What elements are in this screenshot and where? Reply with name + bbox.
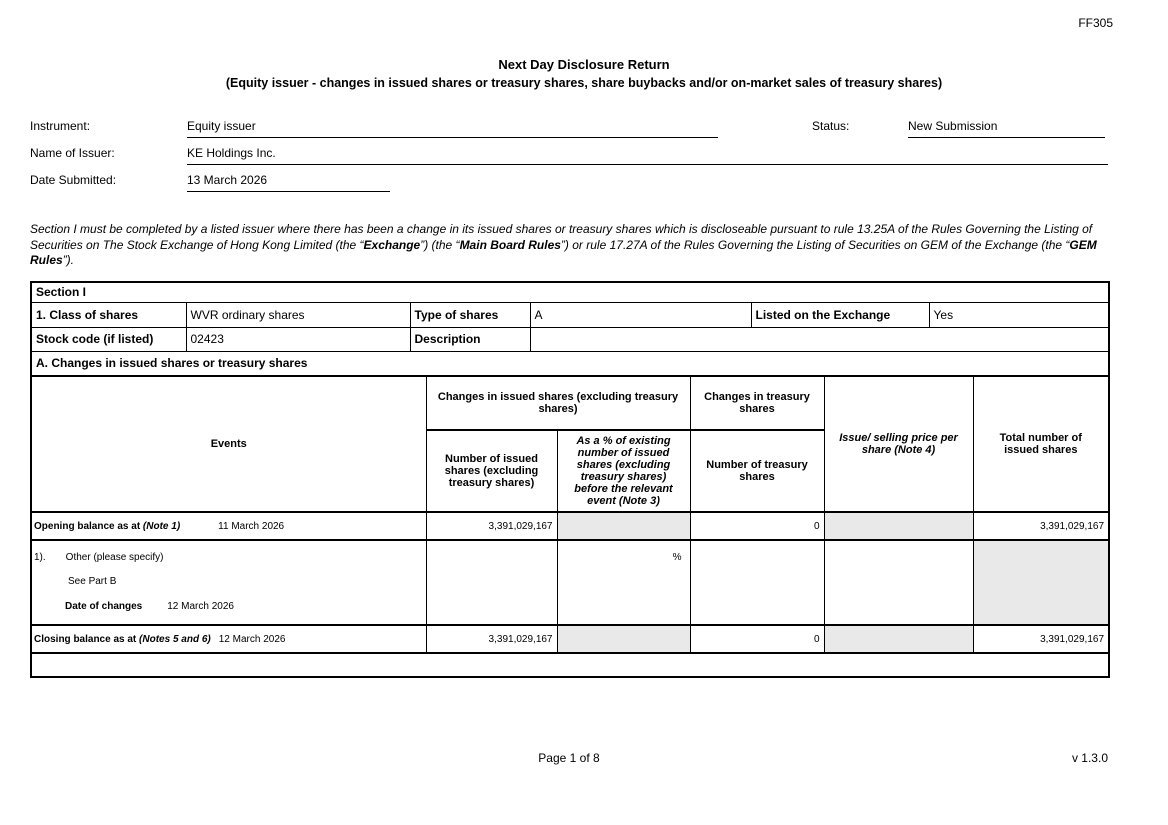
class-of-shares-value: WVR ordinary shares <box>186 302 410 327</box>
col-header-total: Total number of issued shares <box>973 376 1109 512</box>
closing-num-treasury: 0 <box>690 625 824 653</box>
instrument-value: Equity issuer <box>187 119 718 138</box>
closing-balance-event <box>31 625 426 653</box>
form-code: FF305 <box>1078 16 1113 30</box>
intro-text-1: Section I must be completed by a listed issuer where there has been a change in its issued shares or treasury shares which is discloseable pursuant to rule 13.25A of the Rules Governing the Listing of Securities on The Stock Exchange of Hong Kong Limited (the “ <box>30 222 1093 252</box>
opening-num-issued: 3,391,029,167 <box>426 512 557 540</box>
event-other-detail: See Part B <box>68 576 117 587</box>
col-header-events: Events <box>31 376 426 512</box>
section1-table <box>30 281 1110 377</box>
event-other-price <box>824 540 973 625</box>
event-other-total-shaded <box>973 540 1109 625</box>
field-row-instrument <box>30 119 1138 146</box>
intro-text-2: ”) (the “ <box>420 237 460 252</box>
opening-balance-note: (Note 1) <box>142 520 181 532</box>
page-number: Page 1 of 8 <box>538 751 600 765</box>
col-header-price: Issue/ selling price per share (Note 4) <box>824 376 973 512</box>
header-fields <box>30 119 1138 200</box>
stock-code-value: 02423 <box>186 327 410 351</box>
intro-text-3: ”) or rule 17.27A of the Rules Governing the Listing of Securities on GEM of the Exchange (the “ <box>560 237 1070 252</box>
intro-paragraph <box>30 222 1136 269</box>
closing-balance-note: (Notes 5 and 6) <box>139 633 211 645</box>
opening-balance-label: Opening balance as at <box>34 520 143 532</box>
date-of-changes-value: 12 March 2026 <box>167 601 234 612</box>
subsection-a-row <box>31 351 1109 376</box>
intro-bold-exchange: Exchange <box>363 237 421 252</box>
class-of-shares-label: 1. Class of shares <box>31 302 186 327</box>
instrument-label: Instrument: <box>30 119 91 133</box>
date-submitted-label: Date Submitted: <box>30 173 117 187</box>
opening-balance-event <box>31 512 426 540</box>
closing-pct-cell-shaded <box>557 625 690 653</box>
col-group-changes-issued: Changes in issued shares (excluding treasury shares) <box>426 376 690 430</box>
status-value: New Submission <box>908 119 1105 138</box>
type-of-shares-label: Type of shares <box>410 302 530 327</box>
description-label: Description <box>410 327 530 351</box>
opening-balance-date: 11 March 2026 <box>218 520 285 532</box>
intro-bold-gem-rules: GEM Rules <box>30 237 1097 267</box>
stock-code-label: Stock code (if listed) <box>31 327 186 351</box>
opening-balance-row <box>31 512 1109 540</box>
closing-balance-date: 12 March 2026 <box>218 633 286 645</box>
event-other-pct: % <box>557 540 690 625</box>
version-label: v 1.3.0 <box>1071 751 1108 765</box>
field-row-date-submitted <box>30 173 1138 200</box>
issuer-label: Name of Issuer: <box>30 146 115 160</box>
listed-on-exchange-label: Listed on the Exchange <box>751 302 929 327</box>
listed-on-exchange-value: Yes <box>929 302 1109 327</box>
section1-header-row <box>31 282 1109 302</box>
date-submitted-value: 13 March 2026 <box>187 173 390 192</box>
event-other-name: Other (please specify) <box>65 552 164 563</box>
subsection-a-title: A. Changes in issued shares or treasury shares <box>31 351 1109 376</box>
header-group-row <box>31 376 1109 430</box>
col-group-changes-treasury: Changes in treasury shares <box>690 376 824 430</box>
event-other-row <box>31 540 1109 625</box>
event-other-index: 1). <box>34 552 46 563</box>
date-of-changes-label: Date of changes <box>65 601 143 612</box>
empty-spacer-cell <box>31 653 1109 677</box>
title-line-1: Next Day Disclosure Return <box>498 57 670 72</box>
section1-title: Section I <box>31 282 1109 302</box>
tables-area <box>30 281 1108 678</box>
empty-spacer-row <box>31 653 1109 677</box>
closing-price-cell-shaded <box>824 625 973 653</box>
col-header-num-treasury: Number of treasury shares <box>690 430 824 512</box>
intro-text-4: ”). <box>62 253 75 267</box>
intro-bold-main-board-rules: Main Board Rules <box>459 237 561 252</box>
closing-total: 3,391,029,167 <box>973 625 1109 653</box>
opening-pct-cell-shaded <box>557 512 690 540</box>
closing-balance-label: Closing balance as at <box>34 633 140 645</box>
issuer-value: KE Holdings Inc. <box>187 146 1108 165</box>
event-other-num-treasury <box>690 540 824 625</box>
closing-balance-row <box>31 625 1109 653</box>
field-row-issuer <box>30 146 1138 173</box>
status-label: Status: <box>812 119 850 133</box>
events-table <box>30 375 1110 678</box>
event-other-line1 <box>34 552 422 563</box>
event-other-cell <box>31 540 426 625</box>
event-other-num-issued <box>426 540 557 625</box>
events-table-header <box>31 376 1109 512</box>
closing-num-issued: 3,391,029,167 <box>426 625 557 653</box>
document-title <box>0 57 1168 90</box>
col-header-num-issued: Number of issued shares (excluding treasury shares) <box>426 430 557 512</box>
event-other-date-line <box>34 601 422 612</box>
class-of-shares-row <box>31 302 1109 327</box>
title-line-2: (Equity issuer - changes in issued shares or treasury shares, share buybacks and/or on-market sales of treasury shares) <box>225 76 943 90</box>
opening-num-treasury: 0 <box>690 512 824 540</box>
type-of-shares-value: A <box>530 302 751 327</box>
stock-code-row <box>31 327 1109 351</box>
col-header-pct-existing: As a % of existing number of issued shares (excluding treasury shares) before the relevant event (Note 3) <box>557 430 690 512</box>
opening-total: 3,391,029,167 <box>973 512 1109 540</box>
description-value <box>530 327 1109 351</box>
opening-price-cell-shaded <box>824 512 973 540</box>
